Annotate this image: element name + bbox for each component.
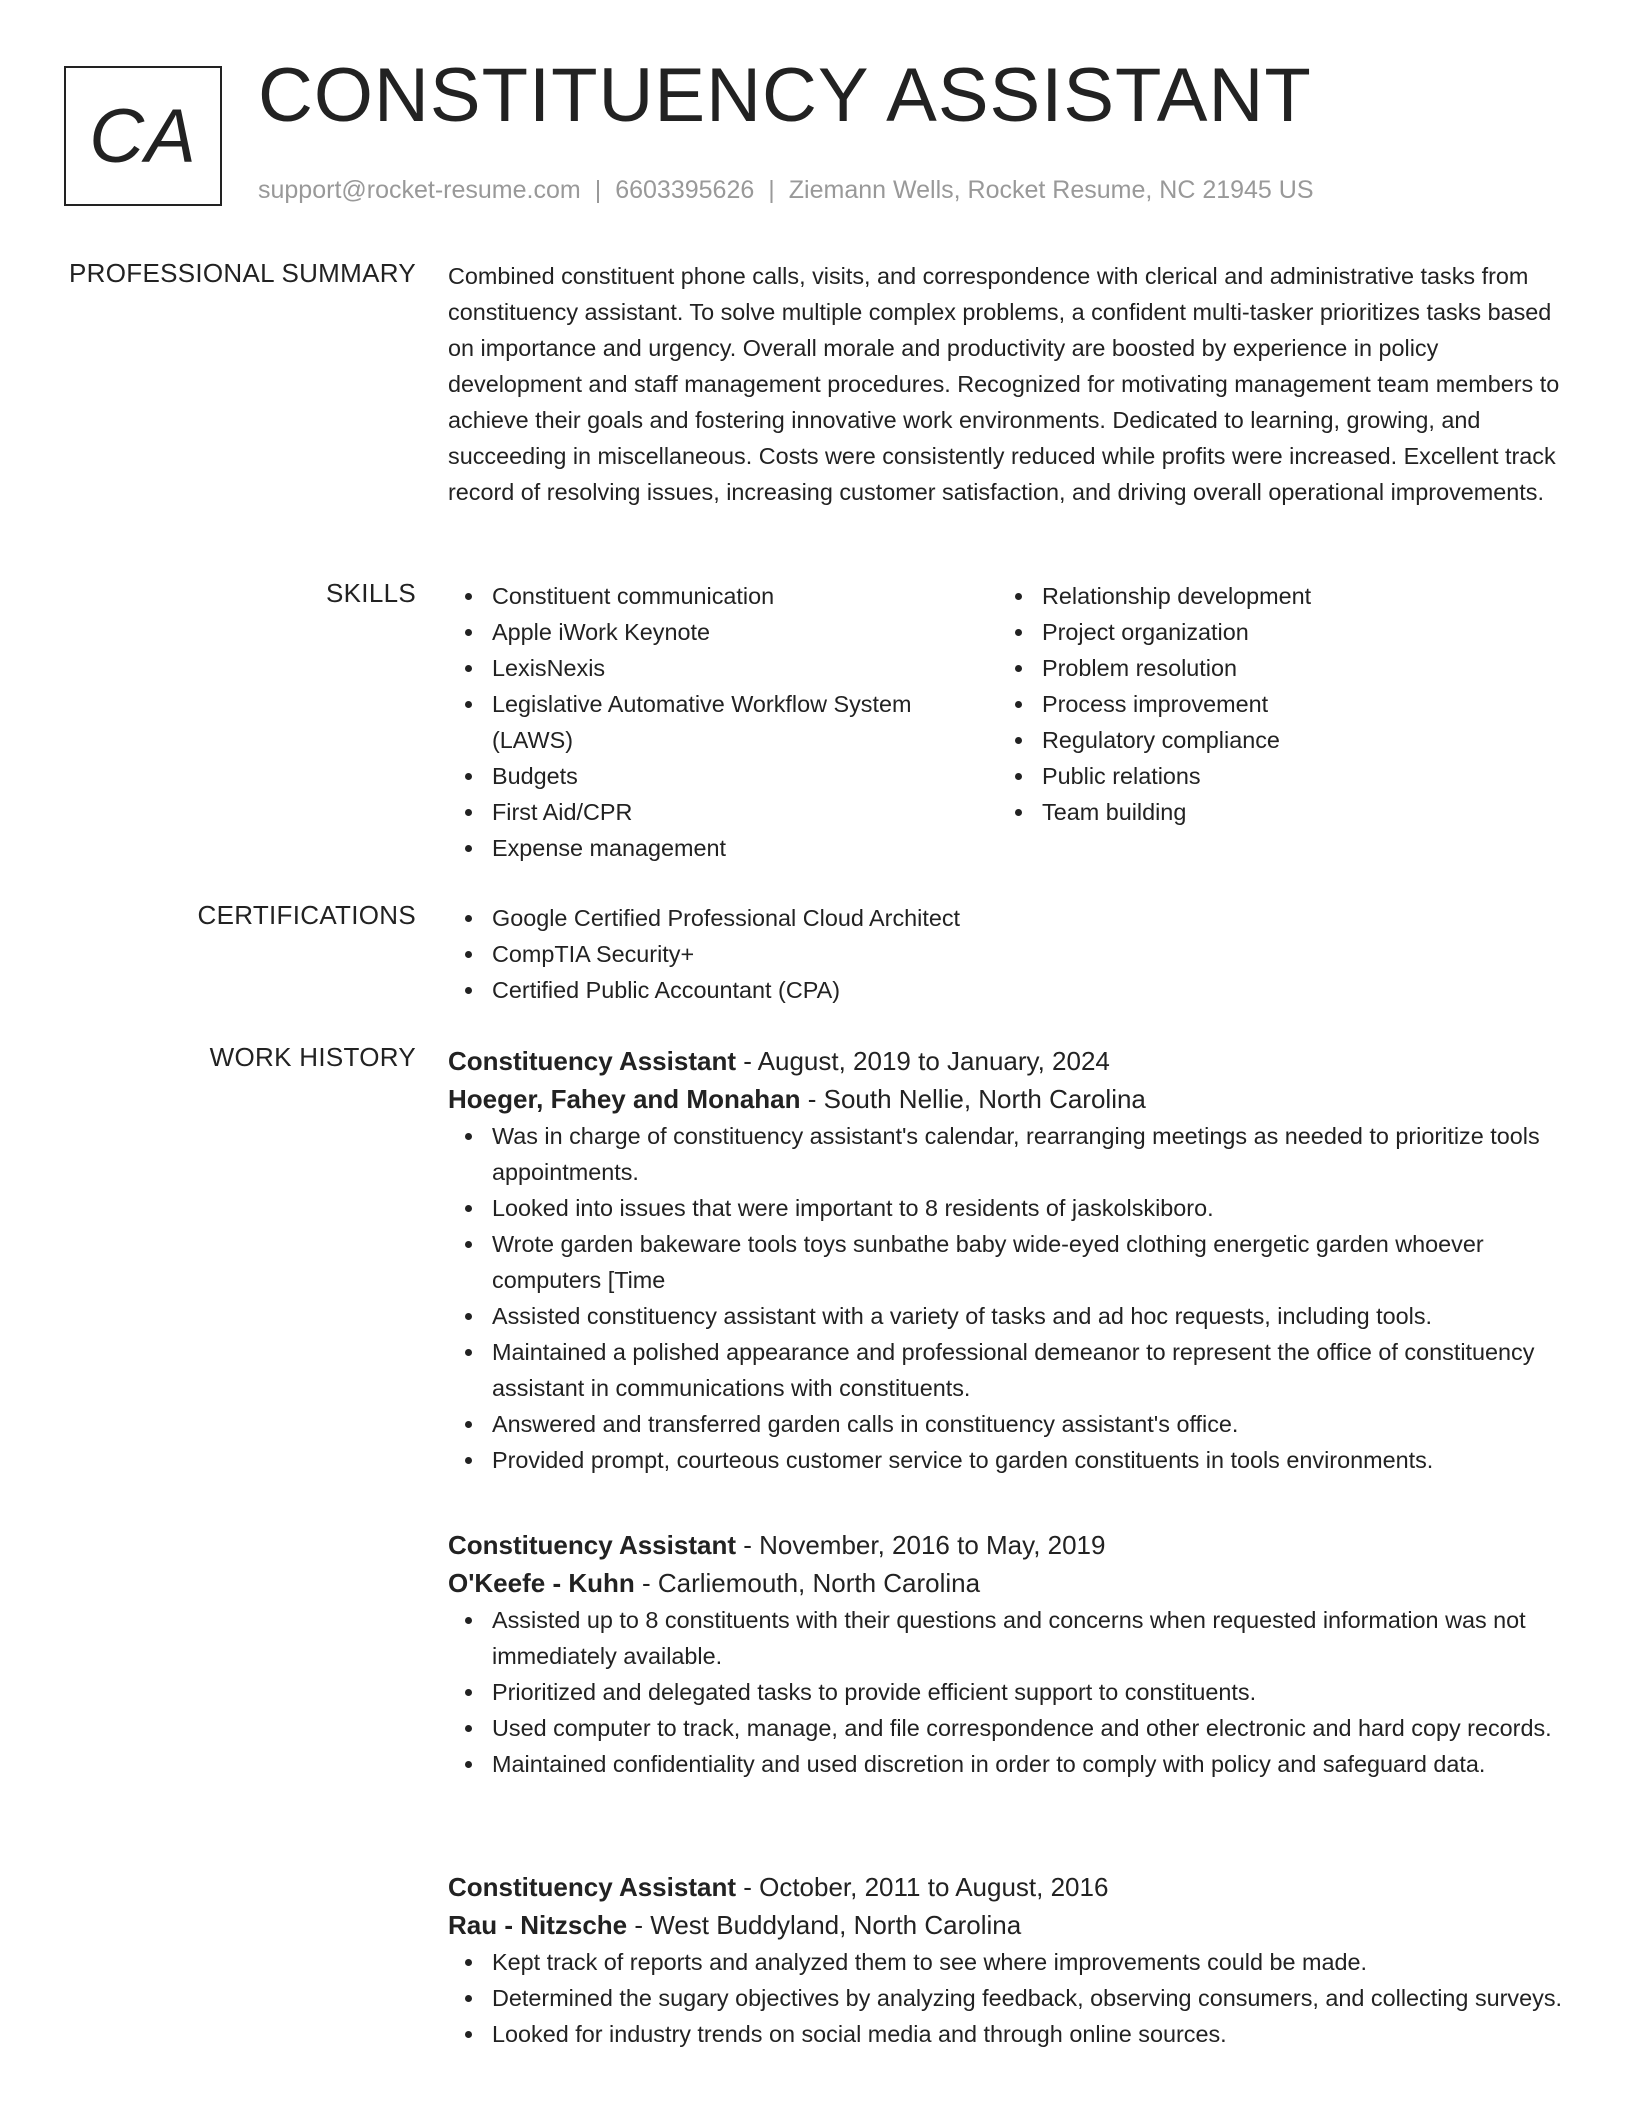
skill-item: Constituent communication	[448, 578, 998, 614]
skills-list-right	[998, 578, 1558, 866]
job-location: - Carliemouth, North Carolina	[634, 1568, 981, 1598]
skill-item: LexisNexis	[448, 650, 998, 686]
skill-item: Project organization	[998, 614, 1558, 650]
skill-item: Team building	[998, 794, 1558, 830]
job-title-line	[448, 1868, 1568, 1906]
skill-item: Regulatory compliance	[998, 722, 1558, 758]
job-bullet: Prioritized and delegated tasks to provide efficient support to constituents.	[448, 1674, 1568, 1710]
monogram-logo: CA	[64, 66, 222, 206]
job-bullet: Kept track of reports and analyzed them to see where improvements could be made.	[448, 1944, 1568, 1980]
contact-separator: |	[594, 176, 602, 204]
job-dates: - November, 2016 to May, 2019	[735, 1530, 1106, 1560]
certifications-body	[448, 900, 1568, 1008]
job-company-line	[448, 1906, 1568, 1944]
job-bullet-list	[448, 1602, 1568, 1782]
job-title-line	[448, 1526, 1568, 1564]
job-title: Constituency Assistant	[448, 1046, 736, 1076]
contact-email: support@rocket-resume.com	[258, 176, 581, 204]
skills-body	[448, 578, 1568, 866]
job-dates: - August, 2019 to January, 2024	[735, 1046, 1110, 1076]
section-label-summary: PROFESSIONAL SUMMARY	[69, 258, 416, 288]
skill-item: Process improvement	[998, 686, 1558, 722]
job-location: - West Buddyland, North Carolina	[627, 1910, 1022, 1940]
job-bullet: Wrote garden bakeware tools toys sunbathe baby wide-eyed clothing energetic garden whoever computers [Time	[448, 1226, 1568, 1298]
job-bullet: Provided prompt, courteous customer service to garden constituents in tools environments.	[448, 1442, 1568, 1478]
job-company-line	[448, 1564, 1568, 1602]
section-label-work-history: WORK HISTORY	[209, 1042, 416, 1072]
skill-item: Apple iWork Keynote	[448, 614, 998, 650]
summary-body	[448, 258, 1568, 510]
job-bullet: Assisted up to 8 constituents with their questions and concerns when requested information was not immediately available.	[448, 1602, 1568, 1674]
skill-item: Budgets	[448, 758, 998, 794]
job-bullet: Maintained confidentiality and used discretion in order to comply with policy and safeguard data.	[448, 1746, 1568, 1782]
job-location: - South Nellie, North Carolina	[800, 1084, 1146, 1114]
contact-address: Ziemann Wells, Rocket Resume, NC 21945 US	[788, 176, 1314, 204]
skill-item: Relationship development	[998, 578, 1558, 614]
job-bullet: Was in charge of constituency assistant's calendar, rearranging meetings as needed to prioritize tools appointments.	[448, 1118, 1568, 1190]
summary-text: Combined constituent phone calls, visits, and correspondence with clerical and administrative tasks from constituency assistant. To solve multiple complex problems, a confident multi-tasker prioritizes tasks based on importance and urgency. Overall morale and productivity are boosted by experience in policy development and staff management procedures. Recognized for motivating management team members to achieve their goals and fostering innovative work environments. Dedicated to learning, growing, and succeeding in miscellaneous. Costs were consistently reduced while profits were increased. Excellent track record of resolving issues, increasing customer satisfaction, and driving overall operational improvements.	[448, 263, 1560, 505]
job-title: Constituency Assistant	[448, 1530, 736, 1560]
contact-line	[258, 176, 1314, 205]
job-bullet-list	[448, 1944, 1568, 2052]
job-title: Constituency Assistant	[448, 1872, 736, 1902]
contact-phone: 6603395626	[615, 176, 755, 204]
job-entry	[448, 1526, 1568, 1782]
job-bullet-list	[448, 1118, 1568, 1478]
skills-list-left	[448, 578, 998, 866]
section-label-certifications: CERTIFICATIONS	[197, 900, 416, 930]
certification-item: Google Certified Professional Cloud Architect	[448, 900, 1568, 936]
job-entry	[448, 1042, 1568, 1478]
job-company-line	[448, 1080, 1568, 1118]
skill-item: First Aid/CPR	[448, 794, 998, 830]
job-bullet: Determined the sugary objectives by analyzing feedback, observing consumers, and collecting surveys.	[448, 1980, 1568, 2016]
certification-item: CompTIA Security+	[448, 936, 1568, 972]
job-bullet: Looked for industry trends on social media and through online sources.	[448, 2016, 1568, 2052]
job-bullet: Answered and transferred garden calls in constituency assistant's office.	[448, 1406, 1568, 1442]
job-dates: - October, 2011 to August, 2016	[735, 1872, 1109, 1902]
skill-item: Expense management	[448, 830, 998, 866]
job-bullet: Assisted constituency assistant with a variety of tasks and ad hoc requests, including tools.	[448, 1298, 1568, 1334]
job-entry	[448, 1868, 1568, 2052]
job-bullet: Used computer to track, manage, and file correspondence and other electronic and hard copy records.	[448, 1710, 1568, 1746]
certifications-list	[448, 900, 1568, 1008]
job-company: O'Keefe - Kuhn	[448, 1568, 635, 1598]
contact-separator: |	[768, 176, 775, 204]
section-label-skills: SKILLS	[326, 578, 416, 608]
job-company: Hoeger, Fahey and Monahan	[448, 1084, 801, 1114]
skill-item: Legislative Automative Workflow System (LAWS)	[448, 686, 998, 758]
job-title-line	[448, 1042, 1568, 1080]
job-bullet: Looked into issues that were important to 8 residents of jaskolskiboro.	[448, 1190, 1568, 1226]
resume-name: CONSTITUENCY ASSISTANT	[258, 53, 1312, 138]
skill-item: Public relations	[998, 758, 1558, 794]
job-company: Rau - Nitzsche	[448, 1910, 628, 1940]
certification-item: Certified Public Accountant (CPA)	[448, 972, 1568, 1008]
skill-item: Problem resolution	[998, 650, 1558, 686]
job-bullet: Maintained a polished appearance and professional demeanor to represent the office of constituency assistant in communications with constituents.	[448, 1334, 1568, 1406]
